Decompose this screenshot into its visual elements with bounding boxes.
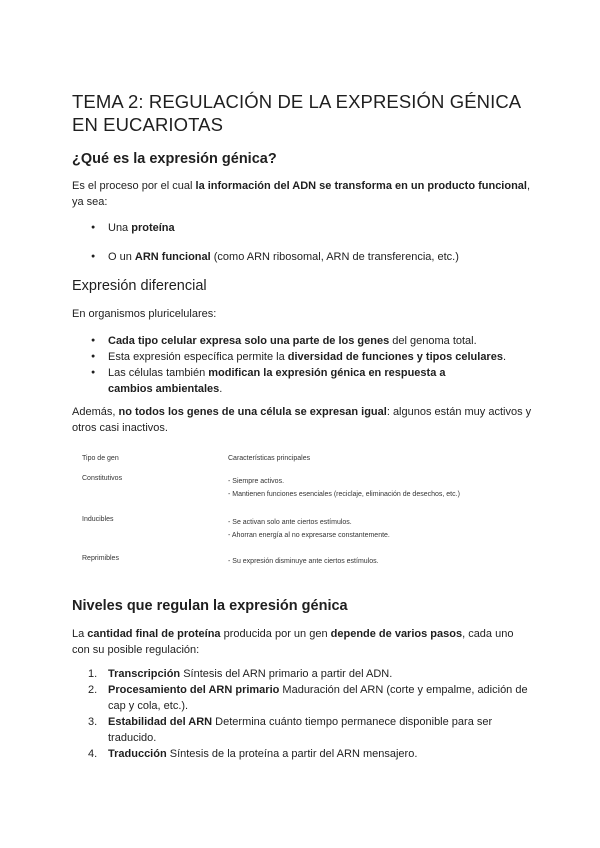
table-cell-type: Reprimibles — [82, 555, 119, 562]
page-title: TEMA 2: REGULACIÓN DE LA EXPRESIÓN GÉNICA EN EUCARIOTAS — [72, 91, 521, 135]
table-header: Tipo de gen — [82, 455, 119, 462]
section-heading-diferencial: Expresión diferencial — [72, 278, 207, 294]
list-item: 4. Traducción Síntesis de la proteína a partir del ARN mensajero. — [88, 748, 418, 760]
table-cell-line: - Ahorran energía al no expresarse constantemente. — [228, 532, 390, 539]
table-cell-line: - Siempre activos. — [228, 478, 285, 485]
list-item: ● Las células también modifican la expresión génica en respuesta a cambios ambientales. — [72, 365, 532, 397]
table-cell-type: Constitutivos — [82, 475, 123, 482]
regulation-steps-list — [72, 666, 532, 762]
table-cell-type: Inducibles — [82, 516, 114, 523]
list-item: 1. Transcripción Síntesis del ARN primario a partir del ADN. — [88, 668, 393, 680]
list-item: ● Esta expresión específica permite la diversidad de funciones y tipos celulares. — [72, 349, 532, 365]
table-cell-line: - Mantienen funciones esenciales (reciclaje, eliminación de desechos, etc.) — [228, 491, 460, 498]
section1-intro: Es el proceso por el cual la información del ADN se transforma en un producto funcional, ya sea: — [72, 180, 531, 208]
section-heading-niveles: Niveles que regulan la expresión génica — [72, 598, 348, 614]
table-header: Características principales — [228, 455, 311, 462]
list-item: ● O un ARN funcional (como ARN ribosomal, ARN de transferencia, etc.) — [72, 249, 532, 265]
section2-intro: En organismos pluricelulares: — [72, 308, 217, 320]
list-item: ● Una proteína — [72, 220, 532, 236]
table-cell-line: - Su expresión disminuye ante ciertos estímulos. — [228, 558, 379, 565]
list-item: ● Cada tipo celular expresa solo una parte de los genes del genoma total. — [72, 333, 532, 349]
section2-paragraph: Además, no todos los genes de una célula se expresan igual: algunos están muy activos y otros casi inactivos. — [72, 406, 532, 434]
section1-bullet-list-2 — [72, 249, 532, 265]
table-cell-line: - Se activan solo ante ciertos estímulos. — [228, 519, 352, 526]
list-item: 3. Estabilidad del ARN Determina cuánto tiempo permanece disponible para ser traducido. — [88, 716, 493, 744]
section2-bullet-list — [72, 333, 532, 397]
section1-bullet-list — [72, 220, 532, 236]
section-heading-expresion: ¿Qué es la expresión génica? — [72, 151, 277, 167]
list-item: 2. Procesamiento del ARN primario Maduración del ARN (corte y empalme, adición de cap y cola, etc.). — [88, 684, 528, 712]
section3-intro: La cantidad final de proteína producida por un gen depende de varios pasos, cada uno con su posible regulación: — [72, 628, 514, 656]
